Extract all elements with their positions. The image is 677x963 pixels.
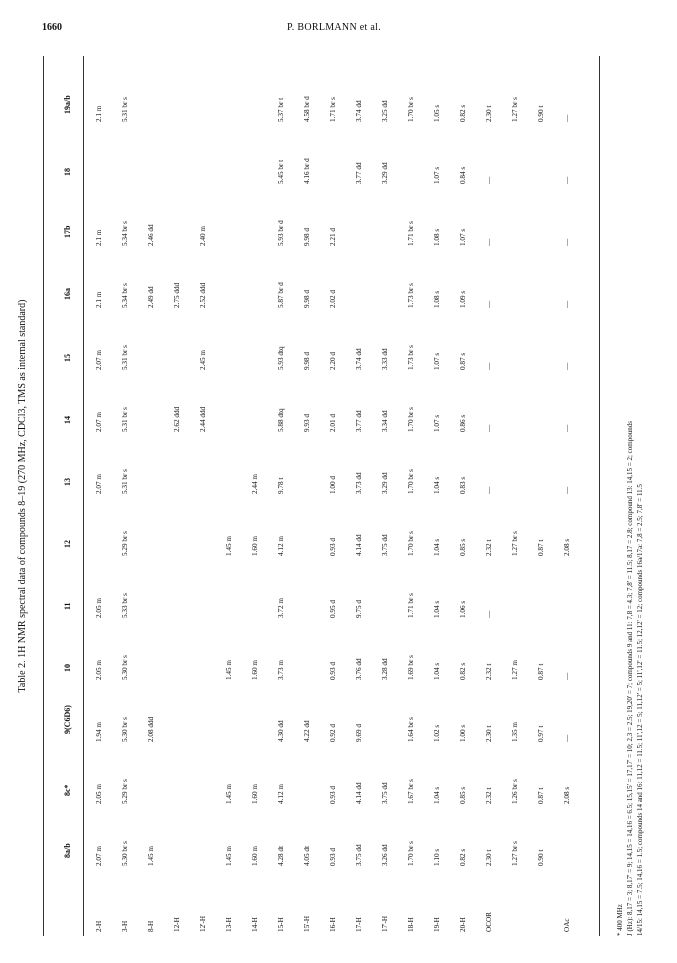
table-cell: 4.12 m [277, 536, 285, 556]
table-cell: 3.74 dd [355, 348, 363, 370]
table-cell: 1.60 m [251, 784, 259, 804]
table-cell: 3.29 dd [381, 472, 389, 494]
row-label: 3-H [121, 920, 129, 932]
table-cell: 2.44 m [251, 474, 259, 494]
table-cell: 2.05 m [95, 598, 103, 618]
column-header-row [63, 56, 75, 936]
running-head: P. BORLMANN et al. [287, 22, 382, 33]
table-cell: 2.32 t [485, 663, 493, 680]
table-cell: — [563, 176, 571, 184]
table-cell: 4.28 dt [277, 846, 285, 866]
table-cell: 1.04 s [433, 538, 441, 556]
table-cell: 2.45 m [199, 350, 207, 370]
table-cell: — [485, 486, 493, 494]
table-cell: — [563, 486, 571, 494]
table-row [483, 56, 495, 936]
table-cell: 1.60 m [251, 536, 259, 556]
table-cell: — [485, 176, 493, 184]
table-cell: 2.32 t [485, 539, 493, 556]
table-row [353, 56, 365, 936]
table-cell: 1.07 s [433, 414, 441, 432]
table-cell: 1.45 m [225, 660, 233, 680]
column-header: 19a/b [63, 95, 72, 114]
table-cell: 1.07 s [433, 166, 441, 184]
column-header: 8a/b [63, 843, 72, 858]
table-cell: 0.84 s [459, 166, 467, 184]
table-cell: — [485, 362, 493, 370]
table-cell: 1.71 br s [407, 221, 415, 246]
table-cell: 1.67 br s [407, 779, 415, 804]
table-cell: 9.98 d [303, 352, 311, 370]
table-cell: 1.45 m [147, 846, 155, 866]
table-cell: 0.82 s [459, 662, 467, 680]
table-cell: 1.73 br s [407, 345, 415, 370]
table-cell: 4.30 dd [277, 720, 285, 742]
table-cell: 3.34 dd [381, 410, 389, 432]
column-header: 12 [63, 540, 72, 548]
table-cell: 4.12 m [277, 784, 285, 804]
table-cell: 1.10 s [433, 848, 441, 866]
table-row [561, 56, 573, 936]
table-cell: 1.94 m [95, 722, 103, 742]
table-cell: 5.29 br s [121, 779, 129, 804]
table-cell: 4.14 dd [355, 534, 363, 556]
table-cell: 2.08 s [563, 538, 571, 556]
table-cell: 0.85 s [459, 786, 467, 804]
table-cell: 1.02 s [433, 724, 441, 742]
table-cell: 3.26 dd [381, 844, 389, 866]
table-cell: 2.30 t [485, 849, 493, 866]
table-cell: 0.87 t [537, 539, 545, 556]
table-cell: — [485, 238, 493, 246]
table-cell: 1.04 s [433, 476, 441, 494]
table-row [509, 56, 521, 936]
top-rule [43, 56, 44, 936]
column-header: 14 [63, 416, 72, 424]
table-cell: 5.34 br s [121, 221, 129, 246]
table-cell: — [563, 300, 571, 308]
table-cell: 1.08 s [433, 290, 441, 308]
table-row [405, 56, 417, 936]
table-cell: 2.01 d [329, 414, 337, 432]
table-cell: 1.04 s [433, 662, 441, 680]
column-header: 9(C6D6) [63, 705, 72, 734]
row-label: 12-H [173, 917, 181, 932]
table-cell: — [485, 300, 493, 308]
table-cell: 0.93 d [329, 848, 337, 866]
table-cell: 1.27 br s [511, 97, 519, 122]
column-header: 11 [63, 602, 72, 610]
table-cell: 0.87 t [537, 787, 545, 804]
table-cell: 2.20 d [329, 352, 337, 370]
table-cell: 2.1 m [95, 291, 103, 308]
row-label: 17'-H [381, 915, 389, 932]
table-cell: 5.93 dtq [277, 346, 285, 370]
table-cell: 5.29 br s [121, 531, 129, 556]
row-label: 18-H [407, 917, 415, 932]
table-row [379, 56, 391, 936]
table-cell: 9.78 t [277, 477, 285, 494]
table-cell: 3.73 m [277, 660, 285, 680]
table-cell: 3.75 dd [355, 844, 363, 866]
table-cell: 1.09 s [459, 290, 467, 308]
table-cell: 9.75 d [355, 600, 363, 618]
table-cell: 1.45 m [225, 536, 233, 556]
table-cell: 3.33 dd [381, 348, 389, 370]
table-cell: 2.40 m [199, 226, 207, 246]
table-row [327, 56, 339, 936]
table-caption: Table 2. 1H NMR spectral data of compounds 8–19 (270 MHz, CDCl3, TMS as internal standard) [17, 299, 28, 693]
table-cell: 1.06 s [459, 600, 467, 618]
table-cell: — [563, 362, 571, 370]
table-cell: 9.98 d [303, 290, 311, 308]
row-label: OCOR [485, 912, 493, 932]
table-row [119, 56, 131, 936]
column-header: 10 [63, 664, 72, 672]
table-cell: 0.93 d [329, 538, 337, 556]
footnote: * 400 MHz [616, 904, 624, 936]
table-cell: 5.30 br s [121, 655, 129, 680]
table-cell: 2.05 m [95, 660, 103, 680]
table-cell: — [563, 114, 571, 122]
table-cell: 5.45 br t [277, 159, 285, 184]
table-cell: 1.71 br s [329, 97, 337, 122]
table-cell: 1.69 br s [407, 655, 415, 680]
table-cell: 1.64 br s [407, 717, 415, 742]
row-label: 19-H [433, 917, 441, 932]
table-cell: 1.73 br s [407, 283, 415, 308]
table-cell: 0.97 t [537, 725, 545, 742]
table-cell: 1.08 s [433, 228, 441, 246]
row-label: 17-H [355, 917, 363, 932]
table-cell: 5.30 br s [121, 717, 129, 742]
table-cell: 3.73 dd [355, 472, 363, 494]
table-cell: 5.37 br t [277, 97, 285, 122]
table-cell: 9.69 d [355, 724, 363, 742]
table-row [535, 56, 547, 936]
table-cell: 4.16 br d [303, 158, 311, 184]
table-cell: 5.30 br s [121, 841, 129, 866]
table-cell: 3.76 dd [355, 658, 363, 680]
table-cell: 2.1 m [95, 229, 103, 246]
table-cell: 3.25 dd [381, 100, 389, 122]
table-cell: — [485, 610, 493, 618]
row-label: 14-H [251, 917, 259, 932]
footnote: J (Hz): 8,17 = 3; 8,17' = 9; 14,15 = 14,16 = 6.5; 15,15' = 17,17' = 10; 2,3 = 2.5; 19,20' = 7; compounds 9 and 11: 7,8 = 4.3; 7,8' = 11.5; 8,17 = 2.8; compound 13: 14,15 = 2; compounds [626, 421, 634, 936]
page-number: 1660 [42, 22, 62, 33]
column-header: 18 [63, 168, 72, 176]
table-cell: 5.31 br s [121, 407, 129, 432]
table-cell: 2.30 t [485, 725, 493, 742]
table-cell: 5.87 br d [277, 282, 285, 308]
table-cell: 2.1 m [95, 105, 103, 122]
table-cell: 3.74 dd [355, 100, 363, 122]
table-cell: 1.60 m [251, 846, 259, 866]
table-row [145, 56, 157, 936]
table-cell: 0.85 s [459, 538, 467, 556]
table-cell: 4.22 dd [303, 720, 311, 742]
table-cell: — [563, 238, 571, 246]
table-row [93, 56, 105, 936]
table-cell: 3.28 dd [381, 658, 389, 680]
rotated-table-block [3, 56, 675, 936]
table-cell: 1.27 br s [511, 841, 519, 866]
table-cell: 2.07 m [95, 474, 103, 494]
table-cell: 1.45 m [225, 846, 233, 866]
column-header: 16a [63, 288, 72, 300]
table-cell: — [563, 734, 571, 742]
row-label: 15-H [277, 917, 285, 932]
table-cell: 1.27 m [511, 660, 519, 680]
table-cell: 2.05 m [95, 784, 103, 804]
row-label: 8-H [147, 920, 155, 932]
table-cell: 5.34 br s [121, 283, 129, 308]
column-header: 17b [63, 225, 72, 238]
table-cell: 2.02 d [329, 290, 337, 308]
row-label: 16-H [329, 917, 337, 932]
table-cell: 3.75 dd [381, 782, 389, 804]
table-cell: — [485, 424, 493, 432]
table-cell: 1.07 s [459, 228, 467, 246]
table-cell: 1.70 br s [407, 531, 415, 556]
table-cell: 5.88 dtq [277, 408, 285, 432]
table-cell: 0.86 s [459, 414, 467, 432]
table-cell: 3.77 dd [355, 162, 363, 184]
table-cell: 2.62 ddd [173, 406, 181, 432]
table-cell: 3.77 dd [355, 410, 363, 432]
table-cell: 1.70 br s [407, 469, 415, 494]
table-cell: 1.70 br s [407, 841, 415, 866]
table-cell: 2.49 dd [147, 286, 155, 308]
table-cell: 0.82 s [459, 848, 467, 866]
table-cell: 2.30 t [485, 105, 493, 122]
table-row [275, 56, 287, 936]
table-cell: 2.21 d [329, 228, 337, 246]
table-cell: 0.95 d [329, 600, 337, 618]
table-cell: 1.35 m [511, 722, 519, 742]
table-cell: 1.04 s [433, 786, 441, 804]
table-cell: 1.70 br s [407, 407, 415, 432]
column-header: 13 [63, 478, 72, 486]
table-cell: 1.05 s [433, 104, 441, 122]
table-cell: 1.00 d [329, 476, 337, 494]
table-cell: 0.83 s [459, 476, 467, 494]
row-label: OAc [563, 918, 571, 932]
table-cell: 0.93 d [329, 786, 337, 804]
table-cell: 5.31 br s [121, 469, 129, 494]
table-cell: 3.72 m [277, 598, 285, 618]
table-cell: 2.75 ddd [173, 282, 181, 308]
table-cell: 2.07 m [95, 350, 103, 370]
table-row [457, 56, 469, 936]
table-cell: 4.14 dd [355, 782, 363, 804]
row-label: 2-H [95, 920, 103, 932]
table-cell: 1.26 br s [511, 779, 519, 804]
table-cell: 2.44 ddd [199, 406, 207, 432]
table-cell: 5.31 br s [121, 345, 129, 370]
table-cell: 2.52 ddd [199, 282, 207, 308]
table-cell: 0.82 s [459, 104, 467, 122]
column-header: 8c* [63, 784, 72, 796]
table-cell: 3.75 dd [381, 534, 389, 556]
table-cell: 2.32 t [485, 787, 493, 804]
table-cell: 0.90 t [537, 105, 545, 122]
row-label: 20-H [459, 917, 467, 932]
table-row [223, 56, 235, 936]
table-cell: 2.07 m [95, 412, 103, 432]
table-cell: 1.04 s [433, 600, 441, 618]
table-cell: 1.27 br s [511, 531, 519, 556]
table-cell: 0.87 s [459, 352, 467, 370]
table-cell: 2.08 ddd [147, 716, 155, 742]
table-cell: 1.45 m [225, 784, 233, 804]
table-row [171, 56, 183, 936]
table-cell: 5.93 br d [277, 220, 285, 246]
column-header: 15 [63, 354, 72, 362]
table-cell: 5.31 br s [121, 97, 129, 122]
table-cell: 0.93 d [329, 662, 337, 680]
table-cell: 1.00 s [459, 724, 467, 742]
table-row [301, 56, 313, 936]
table-cell: — [563, 424, 571, 432]
bottom-rule [599, 56, 600, 936]
table-cell: 1.70 br s [407, 97, 415, 122]
table-cell: 1.71 br s [407, 593, 415, 618]
table-cell: 4.05 dt [303, 846, 311, 866]
table-cell: 3.29 dd [381, 162, 389, 184]
table-row [197, 56, 209, 936]
table-cell: 2.07 m [95, 846, 103, 866]
table-cell: 0.90 t [537, 849, 545, 866]
footnote: 14/15: 14,15 = 7.5; 14,16 = 1.5; compounds 14 and 16: 11,12 = 11.5; 11',12 = 5; 11,12' = 5; 11',12' = 11.5; 12,12' = 12; compounds 16a/17a: 7,8 = 2.5; 7,8' = 11.5 [636, 484, 644, 936]
row-label: 15'-H [303, 915, 311, 932]
table-footnotes [615, 56, 645, 936]
row-label: 12'-H [199, 915, 207, 932]
table-cell: — [563, 672, 571, 680]
header-rule [83, 56, 84, 936]
table-cell: 0.87 t [537, 663, 545, 680]
table-cell: 9.98 d [303, 228, 311, 246]
row-label: 13-H [225, 917, 233, 932]
table-cell: 5.33 br s [121, 593, 129, 618]
table-cell: 2.08 s [563, 786, 571, 804]
table-cell: 4.58 br d [303, 96, 311, 122]
table-cell: 0.92 d [329, 724, 337, 742]
table-cell: 1.07 s [433, 352, 441, 370]
table-row [431, 56, 443, 936]
table-row [249, 56, 261, 936]
table-cell: 9.93 d [303, 414, 311, 432]
table-cell: 2.46 dd [147, 224, 155, 246]
table-cell: 1.60 m [251, 660, 259, 680]
